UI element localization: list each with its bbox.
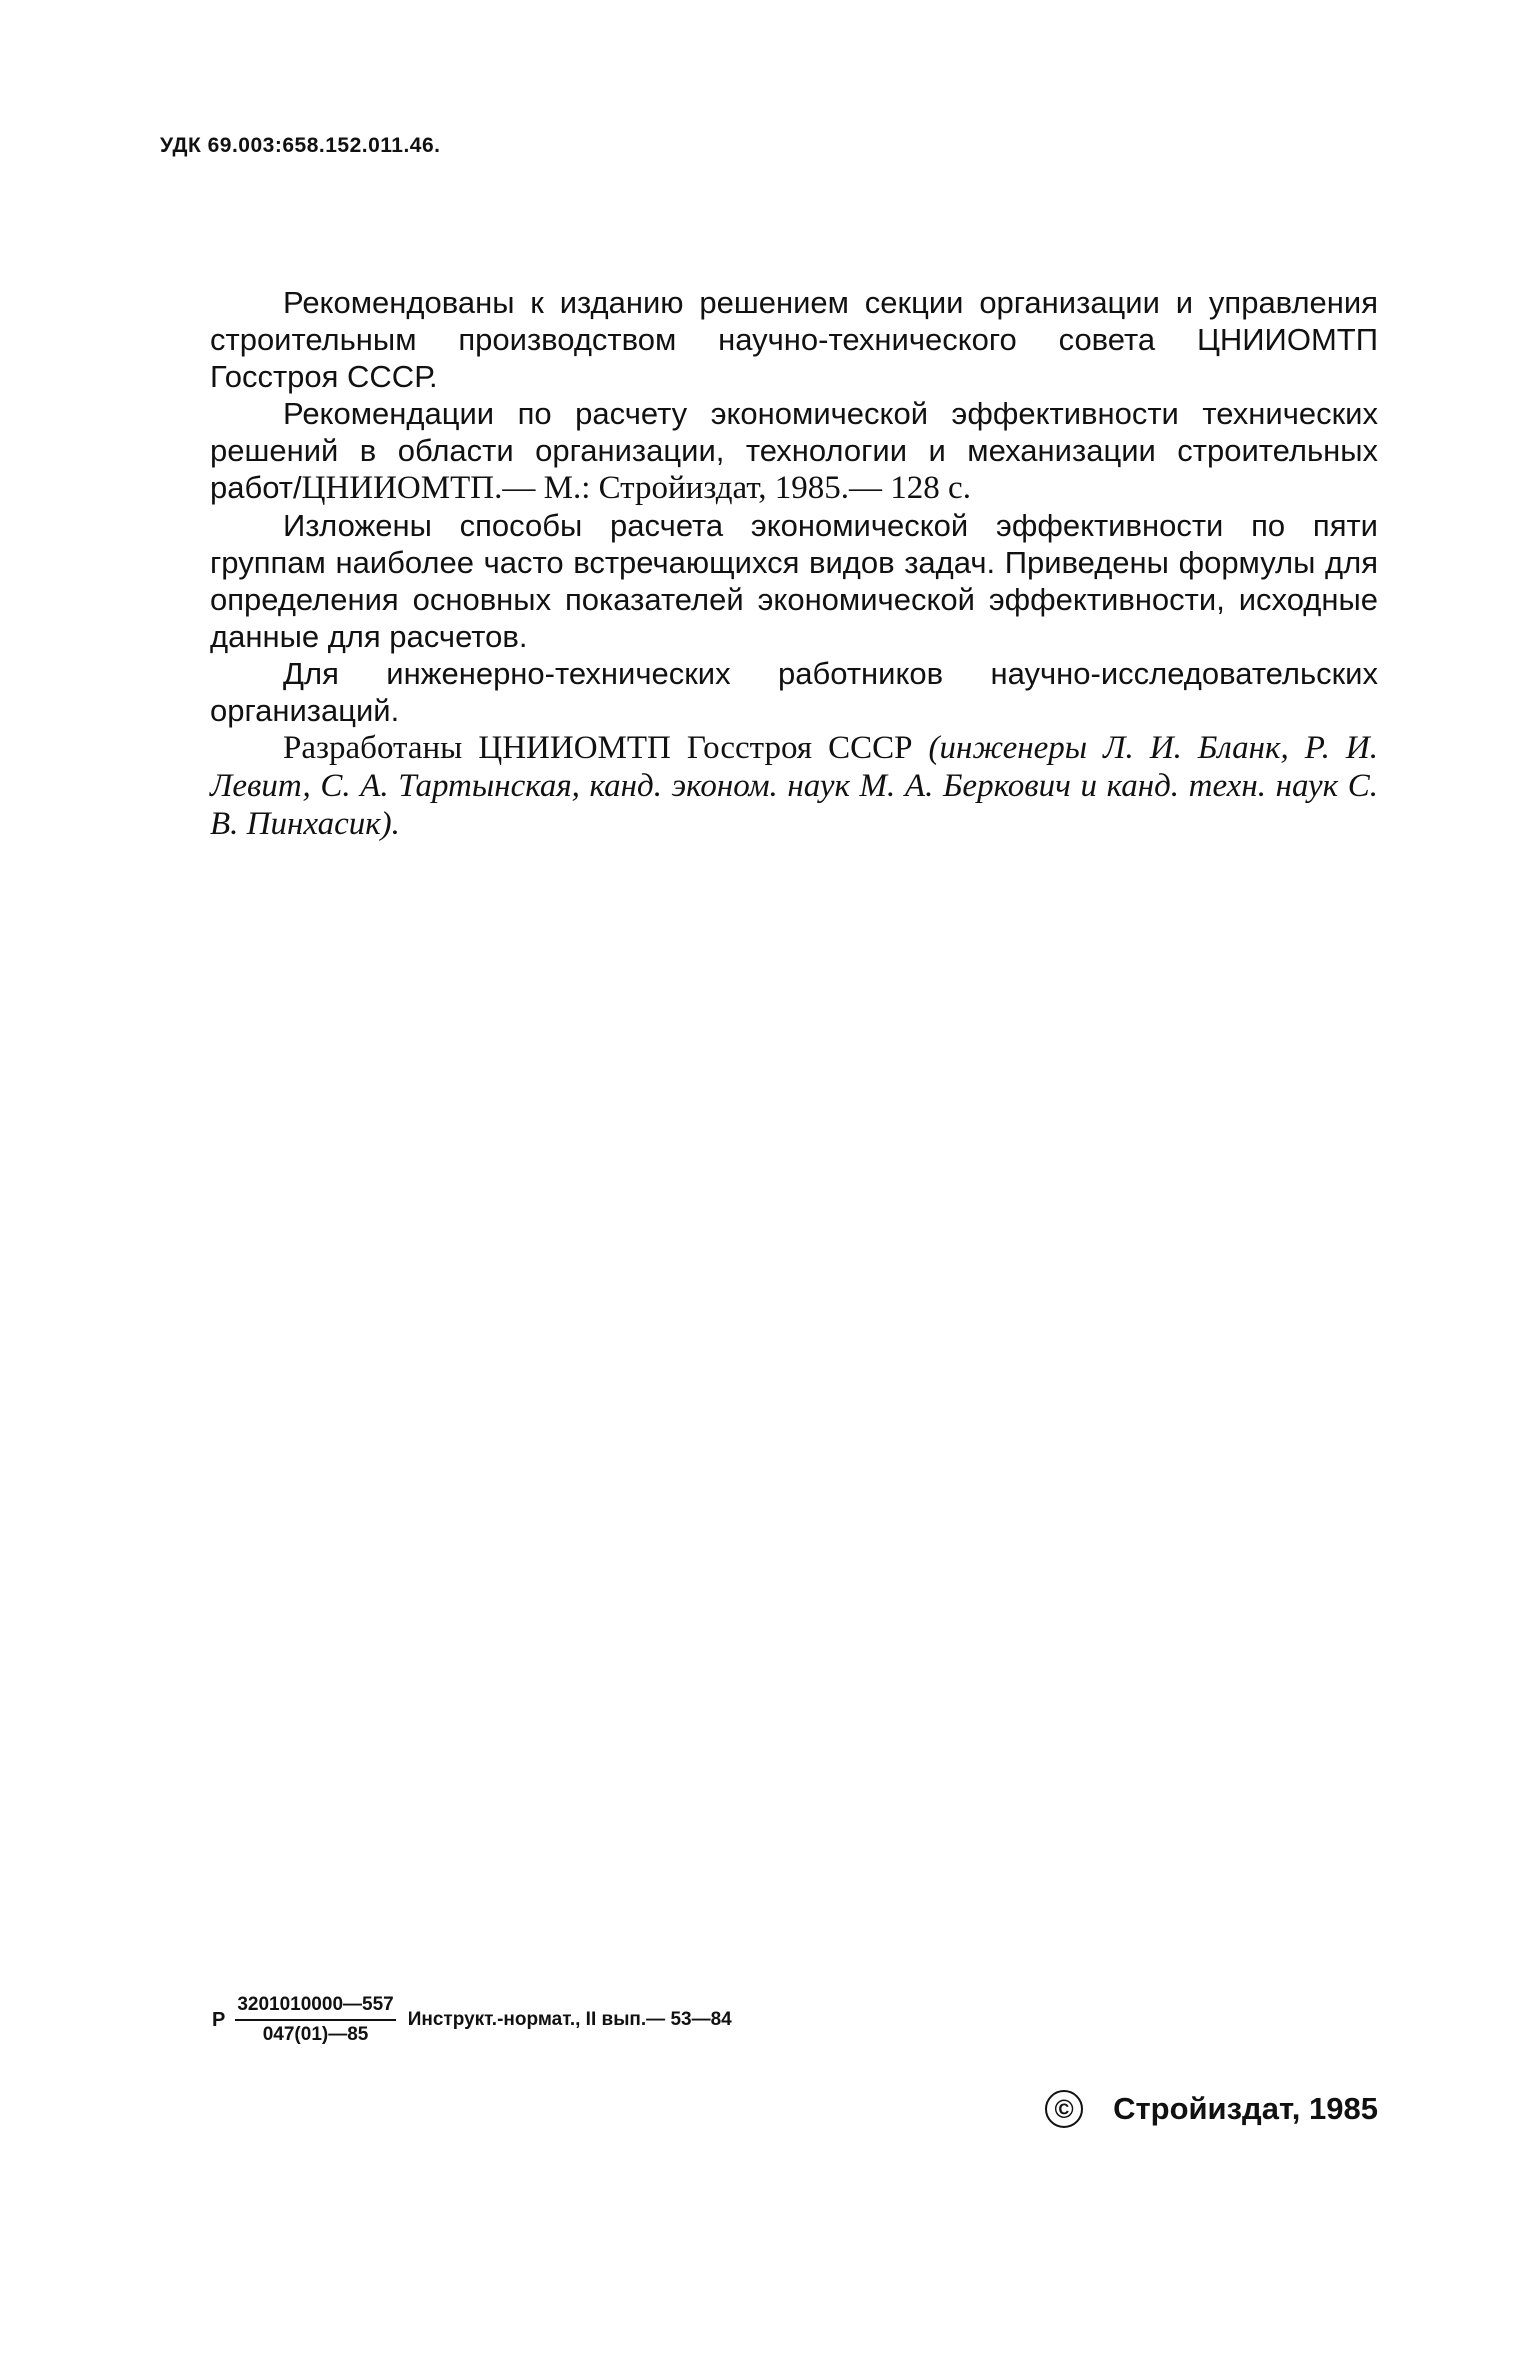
bbk-denominator: 047(01)—85 bbox=[262, 2024, 369, 2045]
copyright-notice bbox=[1045, 2090, 1378, 2128]
recommendation-paragraph: Рекомендованы к изданию решением секции организации и управления строительным производством научно-технического совета ЦНИИОМТП Госстроя СССР. bbox=[210, 285, 1378, 394]
udk-code: УДК 69.003:658.152.011.46. bbox=[160, 134, 441, 157]
bbk-letter: Р bbox=[212, 2008, 226, 2031]
abstract-paragraph: Изложены способы расчета экономической эффективности по пяти группам наиболее часто встречающихся видов задач. Приведены формулы для определения основных показателей экономической эффективности, исходные данные для расчетов. bbox=[210, 508, 1378, 654]
audience-paragraph: Для инженерно-технических работников научно-исследовательских организаций. bbox=[210, 656, 1378, 728]
bbk-series: Инструкт.-нормат., II вып.— 53—84 bbox=[407, 2009, 732, 2030]
bbk-index bbox=[212, 1994, 732, 2046]
bbk-fraction bbox=[235, 1994, 395, 2046]
copyright-text: Стройиздат, 1985 bbox=[1113, 2091, 1378, 2126]
publisher-info: ЦНИИОМТП.— М.: Стройиздат, 1985.— 128 с. bbox=[301, 470, 971, 506]
bbk-numerator: 3201010000—557 bbox=[235, 1994, 395, 2021]
copyright-icon: © bbox=[1045, 2090, 1083, 2128]
annotation-block bbox=[210, 284, 1378, 843]
authors-paragraph bbox=[210, 729, 1378, 843]
bibliographic-paragraph bbox=[210, 395, 1378, 507]
book-title: Рекомендации по расчету экономической эффективности технических решений в области организации, технологии и механизации строительных работ/ bbox=[210, 396, 1378, 505]
authors-list: (инженеры Л. И. Бланк, Р. И. Левит, С. А. Тартынская, канд. эконом. наук М. А. Беркович и канд. техн. наук С. В. Пинхасик). bbox=[210, 730, 1378, 842]
developer-org: Разработаны ЦНИИОМТП Госстроя СССР bbox=[283, 730, 929, 766]
